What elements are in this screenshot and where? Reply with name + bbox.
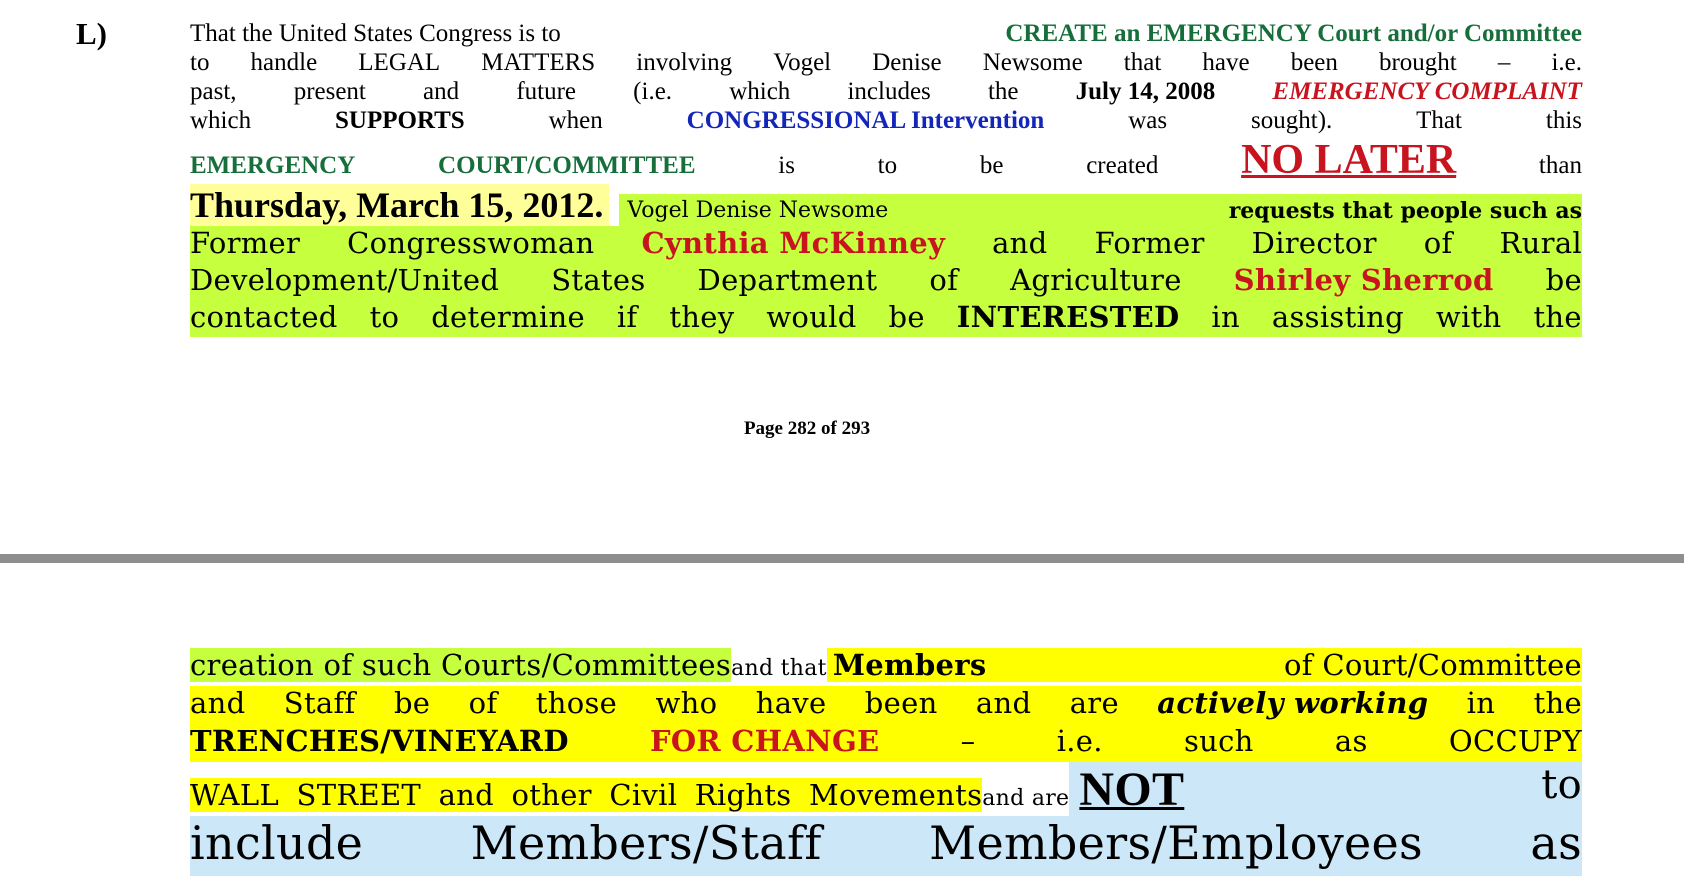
word: to: [877, 152, 898, 179]
word: Congresswoman: [347, 226, 595, 260]
page-footer: [0, 418, 1684, 440]
trenches-text: TRENCHES/VINEYARD: [190, 724, 569, 758]
highlighted-text: [619, 194, 1582, 228]
word: Agriculture: [1010, 263, 1182, 297]
word: contacted: [190, 300, 338, 334]
p2-line-4: [190, 762, 1582, 816]
word: have: [755, 686, 827, 720]
word: handle: [250, 49, 318, 76]
p1-line-2: [190, 49, 1582, 78]
word: than: [1538, 152, 1582, 179]
word: of: [1423, 226, 1453, 260]
p1-line-4: [190, 107, 1582, 136]
word: when: [548, 107, 603, 134]
word: are: [1069, 686, 1119, 720]
word: present: [293, 78, 366, 105]
word: been: [1290, 49, 1338, 76]
word: past,: [190, 78, 237, 105]
interested-text: INTERESTED: [956, 300, 1180, 334]
word: Development/United: [190, 263, 500, 297]
word: i.e.: [1551, 49, 1582, 76]
word: Members/Staff: [470, 816, 822, 870]
for-change-text: FOR CHANGE: [650, 724, 880, 758]
word: and: [992, 226, 1048, 260]
word: i.e.: [1056, 724, 1103, 758]
word: be: [979, 152, 1004, 179]
word: involving: [636, 49, 733, 76]
word: Denise: [872, 49, 942, 76]
word: with: [1435, 300, 1502, 334]
p2-line-2: [190, 686, 1582, 724]
p1-line-1: [190, 20, 1582, 49]
word: Former: [1094, 226, 1205, 260]
word: is: [778, 152, 795, 179]
word: this: [1545, 107, 1582, 134]
highlighted-text: [827, 648, 1582, 682]
p1-line-3: [190, 78, 1582, 107]
p1-line-8: [190, 263, 1582, 300]
word: and: [190, 686, 246, 720]
word: EMERGENCY: [190, 152, 356, 179]
highlighted-text: WALL STREET and other Civil Rights Movements: [190, 778, 983, 812]
shirley-sherrod-text: Shirley Sherrod: [1233, 263, 1494, 297]
no-later-text: NO LATER: [1241, 137, 1457, 183]
word: in: [1211, 300, 1240, 334]
word: as: [1530, 816, 1582, 870]
page-divider: [0, 554, 1684, 563]
word: Members/Employees: [929, 816, 1423, 870]
page-prefix: Page: [743, 418, 783, 439]
word: Department: [697, 263, 878, 297]
word: –: [1497, 49, 1511, 76]
word: that: [1123, 49, 1162, 76]
word: MATTERS: [481, 49, 596, 76]
name-text: Vogel Denise Newsome: [627, 198, 889, 223]
word: created: [1086, 152, 1159, 179]
members-text: Members: [832, 648, 987, 682]
word: who: [655, 686, 718, 720]
word: and are: [982, 786, 1070, 811]
paragraph-1: [190, 20, 1582, 337]
paragraph-2: [190, 648, 1582, 876]
word: Former: [190, 226, 301, 260]
p1-line-6: [190, 184, 1582, 226]
word: to: [369, 300, 400, 334]
word: to: [190, 49, 210, 76]
p2-line-3: [190, 724, 1582, 762]
word: be: [1545, 263, 1582, 297]
word: in: [1466, 686, 1496, 720]
word: That: [1416, 107, 1462, 134]
word: OCCUPY: [1448, 724, 1582, 758]
word: Staff: [283, 686, 356, 720]
p2-line-5: [190, 816, 1582, 876]
actively-working-text: actively working: [1157, 686, 1429, 720]
word: of: [468, 686, 498, 720]
word: of: [929, 263, 959, 297]
word: if: [616, 300, 638, 334]
p1-text: That the United States Congress is to: [190, 20, 561, 47]
word: Director: [1251, 226, 1377, 260]
word: States: [551, 263, 646, 297]
deadline-date: Thursday, March 15, 2012.: [190, 184, 609, 226]
not-text: NOT: [1079, 763, 1185, 816]
word: they: [669, 300, 735, 334]
page-of: of: [820, 418, 837, 439]
word: be: [393, 686, 431, 720]
word: Vogel: [773, 49, 832, 76]
word: determine: [431, 300, 585, 334]
word: Newsome: [982, 49, 1083, 76]
p1-line-7: [190, 226, 1582, 263]
cynthia-mckinney-text: Cynthia McKinney: [641, 226, 946, 260]
emergency-complaint-text: EMERGENCY COMPLAINT: [1272, 78, 1582, 105]
word: which: [729, 78, 791, 105]
word: be: [888, 300, 925, 334]
word: would: [766, 300, 857, 334]
congressional-text: CONGRESSIONAL Intervention: [686, 107, 1045, 134]
word: future: [516, 78, 577, 105]
word: which: [190, 107, 252, 134]
word: those: [535, 686, 618, 720]
word: have: [1202, 49, 1250, 76]
word: SUPPORTS: [335, 107, 465, 134]
page-total: 293: [841, 418, 871, 439]
word: and that: [731, 656, 827, 681]
date-text: July 14, 2008: [1075, 78, 1216, 105]
word: include: [190, 816, 364, 870]
word: was: [1128, 107, 1168, 134]
highlighted-text: creation of such Courts/Committees: [190, 648, 732, 682]
page-current: 282: [787, 418, 817, 439]
word: and: [975, 686, 1032, 720]
word: the: [987, 78, 1019, 105]
word: the: [1533, 300, 1582, 334]
word: LEGAL: [358, 49, 441, 76]
word: brought: [1378, 49, 1457, 76]
word: as: [1334, 724, 1368, 758]
p1-line-5: [190, 136, 1582, 184]
word: assisting: [1271, 300, 1404, 334]
word: and: [423, 78, 460, 105]
word: –: [960, 724, 976, 758]
word: sought).: [1251, 107, 1333, 134]
word: Rural: [1499, 226, 1582, 260]
word: the: [1533, 686, 1582, 720]
highlighted-text: [1069, 762, 1582, 817]
word: (i.e.: [633, 78, 673, 105]
word: such: [1183, 724, 1254, 758]
word: been: [864, 686, 938, 720]
section-label: L): [76, 16, 107, 51]
word: to: [1541, 762, 1582, 808]
p2-line-1: [190, 648, 1582, 686]
request-text: requests that people such as: [1228, 198, 1582, 224]
word: COURT/COMMITTEE: [438, 152, 696, 179]
word: includes: [847, 78, 931, 105]
word: of Court/Committee: [1284, 648, 1582, 682]
p1-line-9: [190, 300, 1582, 337]
p1-green-text: CREATE an EMERGENCY Court and/or Committee: [1005, 20, 1582, 47]
